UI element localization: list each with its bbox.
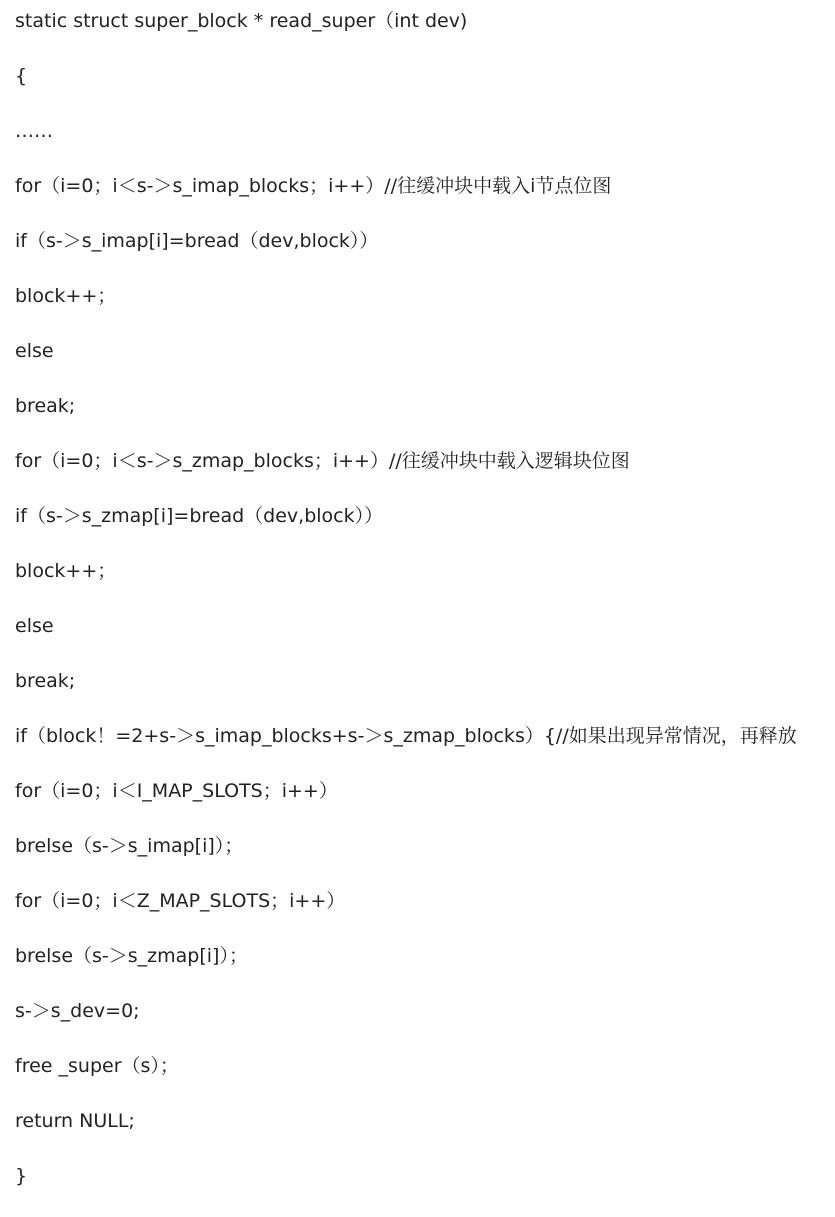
code-line: free _super（s）； <box>15 1055 179 1077</box>
code-line: if（s-＞s_zmap[i]=bread（dev,block）） <box>15 505 384 527</box>
code-document <box>15 0 830 1217</box>
code-line: { <box>15 65 28 87</box>
code-line: else <box>15 340 54 362</box>
code-line: for（i=0；i＜Z_MAP_SLOTS；i++） <box>15 890 346 912</box>
code-line: for（i=0；i＜s-＞s_imap_blocks；i++）//往缓冲块中载入i节点位图 <box>15 175 612 197</box>
code-line: for（i=0；i＜s-＞s_zmap_blocks；i++）//往缓冲块中载入逻辑块位图 <box>15 450 630 472</box>
code-line: brelse（s-＞s_imap[i]）； <box>15 835 244 857</box>
code-line: block++； <box>15 285 117 307</box>
code-line: if（s-＞s_imap[i]=bread（dev,block）） <box>15 230 379 252</box>
code-line: brelse（s-＞s_zmap[i]）； <box>15 945 248 967</box>
code-line: s-＞s_dev=0; <box>15 1000 140 1022</box>
code-line: …… <box>15 120 53 142</box>
code-line: static struct super_block * read_super（int dev) <box>15 10 468 32</box>
code-line: block++； <box>15 560 117 582</box>
code-line: if（block！=2+s-＞s_imap_blocks+s-＞s_zmap_blocks）{//如果出现异常情况，再释放 <box>15 725 797 747</box>
code-line: } <box>15 1165 28 1187</box>
code-line: for（i=0；i＜I_MAP_SLOTS；i++） <box>15 780 338 802</box>
code-line: else <box>15 615 54 637</box>
code-line: return NULL; <box>15 1110 135 1132</box>
code-line: break; <box>15 395 76 417</box>
code-line: break; <box>15 670 76 692</box>
